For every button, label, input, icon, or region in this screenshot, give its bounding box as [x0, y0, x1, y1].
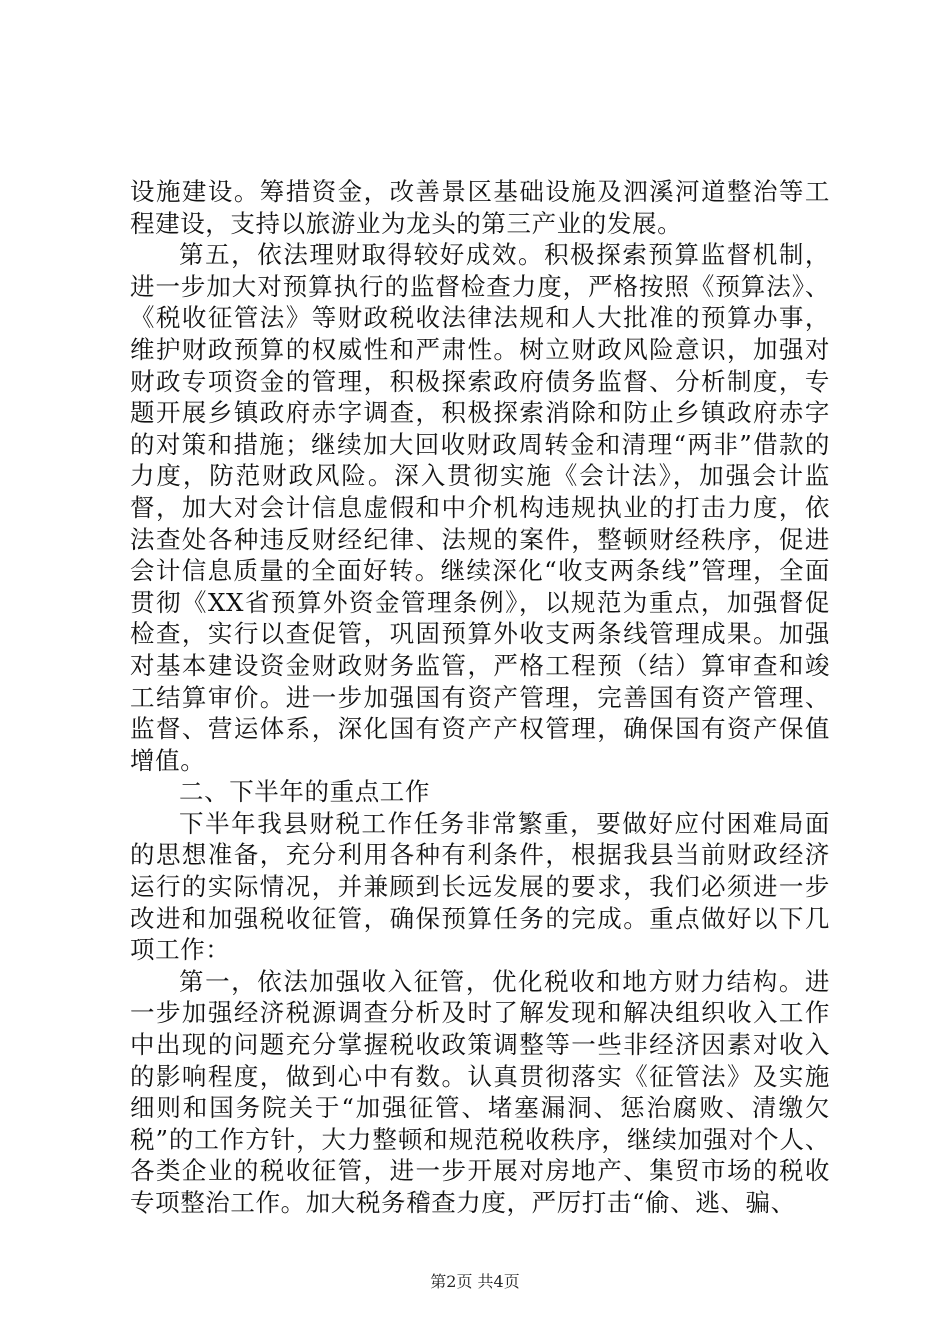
page-footer: 第2页 共4页	[430, 1272, 520, 1291]
paragraph-fifth-point: 第五，依法理财取得较好成效。积极探索预算监督机制，进一步加大对预算执行的监督检查力度，严格按照《预算法》、《税收征管法》等财政税收法律法规和人大批准的预算办事，维护财政预算的权威性和严肃性。树立财政风险意识，加强对财政专项资金的管理，积极探索政府债务监督、分析制度，专题开展乡镇政府赤字调查，积极探索消除和防止乡镇政府赤字的对策和措施；继续加大回收财政周转金和清理“两非”借款的力度，防范财政风险。深入贯彻实施《会计法》，加强会计监督，加大对会计信息虚假和中介机构违规执业的打击力度，依法查处各种违反财经纪律、法规的案件，整顿财经秩序，促进会计信息质量的全面好转。继续深化“收支两条线”管理，全面贯彻《XX省预算外资金管理条例》，以规范为重点，加强督促检查，实行以查促管，巩固预算外收支两条线管理成果。加强对基本建设资金财政财务监管，严格工程预（结）算审查和竣工结算审价。进一步加强国有资产管理，完善国有资产管理、监督、营运体系，深化国有资产产权管理，确保国有资产保值增值。	[130, 240, 830, 775]
paragraph-continuation: 设施建设。筹措资金，改善景区基础设施及泗溪河道整治等工程建设，支持以旅游业为龙头的第三产业的发展。	[130, 177, 830, 238]
paragraph-second-half-intro: 下半年我县财税工作任务非常繁重，要做好应付困难局面的思想准备，充分利用各种有利条件，根据我县当前财政经济运行的实际情况，并兼顾到长远发展的要求，我们必须进一步改进和加强税收征管，确保预算任务的完成。重点做好以下几项工作：	[130, 808, 830, 965]
section-heading: 二、下半年的重点工作	[179, 777, 430, 807]
paragraph-first-point: 第一，依法加强收入征管，优化税收和地方财力结构。进一步加强经济税源调查分析及时了解发现和解决组织收入工作中出现的问题充分掌握税收政策调整等一些非经济因素对收入的影响程度，做到心中有数。认真贯彻落实《征管法》及实施细则和国务院关于“加强征管、堵塞漏洞、惩治腐败、清缴欠税”的工作方针，大力整顿和规范税收秩序，继续加强对个人、各类企业的税收征管，进一步开展对房地产、集贸市场的税收专项整治工作。加大税务稽查力度，严厉打击“偷、逃、骗、	[130, 966, 830, 1217]
document-body	[130, 176, 830, 1219]
